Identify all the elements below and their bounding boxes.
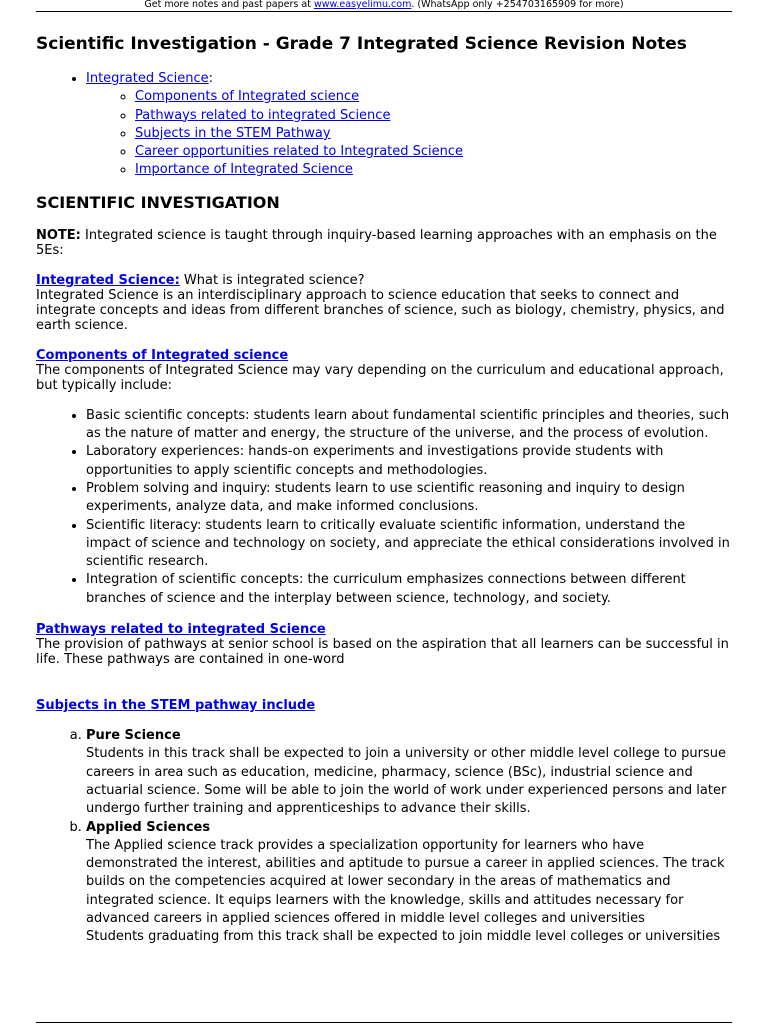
note-text: Integrated science is taught through inquiry-based learning approaches with an emphasis on the 5Es: <box>36 227 717 258</box>
list-item: • Problem solving and inquiry: students learn to use scientific reasoning and inquiry to design experiments, analyze data, and make informed conclusions. <box>86 480 732 517</box>
toc-item <box>135 107 732 125</box>
header-prefix: Get more notes and past papers at <box>144 0 314 10</box>
toc-link-pathways[interactable]: Pathways related to integrated Science <box>135 107 391 123</box>
stem-item-text: Students in this track shall be expected to join a university or other middle level college to pursue careers in area such as education, medicine, pharmacy, science (BSc), industrial science and actuarial science. Some will be able to join the world of work under experienced persons and later undergo further training and apprenticeships to advance their skills. <box>86 746 727 817</box>
stem-item-title: Pure Science <box>86 728 181 744</box>
toc-item <box>135 143 732 161</box>
stem-heading-link[interactable]: Subjects in the STEM pathway include <box>36 698 316 714</box>
list-item: • Scientific literacy: students learn to critically evaluate scientific information, understand the impact of science and technology on society, and appreciate the ethical considerations involved in scientific research. <box>86 517 732 572</box>
footer-rule <box>36 1022 732 1023</box>
list-item: • Basic scientific concepts: students learn about fundamental scientific principles and theories, such as the nature of matter and energy, the structure of the universe, and the process of evolution. <box>86 407 732 444</box>
document-body <box>36 32 732 947</box>
components-list <box>36 407 732 608</box>
toc-sublist <box>86 88 732 179</box>
list-item: • Laboratory experiences: hands-on experiments and investigations provide students with opportunities to apply scientific concepts and methodologies. <box>86 443 732 480</box>
note-paragraph <box>36 228 732 258</box>
integrated-question <box>36 273 732 288</box>
page-title: Scientific Investigation - Grade 7 Integrated Science Revision Notes <box>36 34 687 54</box>
stem-subjects-list <box>36 727 732 947</box>
toc-link-careers[interactable]: Career opportunities related to Integrated Science <box>135 144 464 160</box>
toc-item <box>135 88 732 106</box>
note-label: NOTE: <box>36 227 81 243</box>
header-suffix: . (WhatsApp only +254703165909 for more) <box>411 0 624 10</box>
toc-link-importance[interactable]: Importance of Integrated Science <box>135 162 353 178</box>
page-header <box>36 0 732 12</box>
pathways-heading-link[interactable]: Pathways related to integrated Science <box>36 622 326 638</box>
components-heading-link[interactable]: Components of Integrated science <box>36 347 289 363</box>
header-site-link[interactable]: www.easyelimu.com <box>313 0 412 10</box>
stem-item-applied-sciences <box>86 819 732 947</box>
toc-link-components[interactable]: Components of Integrated science <box>135 89 360 105</box>
pathways-text: The provision of pathways at senior school is based on the aspiration that all learners can be successful in life. These pathways are contained in one-word <box>36 637 729 668</box>
section-heading: SCIENTIFIC INVESTIGATION <box>36 192 280 212</box>
stem-item-title: Applied Sciences <box>86 819 211 835</box>
pathways-heading-line <box>36 622 732 637</box>
stem-heading-line <box>36 698 732 713</box>
components-heading-line <box>36 348 732 363</box>
toc-colon: : <box>208 71 213 86</box>
toc-item <box>135 125 732 143</box>
toc-item <box>135 161 732 179</box>
components-intro: The components of Integrated Science may vary depending on the curriculum and educational approach, but typically include: <box>36 362 724 393</box>
integrated-definition: Integrated Science is an interdisciplinary approach to science education that seeks to connect and integrate concepts and ideas from different branches of science, such as biology, chemistry, physics, and earth science. <box>36 287 725 333</box>
toc-link-stem-subjects[interactable]: Subjects in the STEM Pathway <box>135 125 331 141</box>
table-of-contents <box>36 70 732 180</box>
stem-item-text-2: Students graduating from this track shall be expected to join middle level colleges or universities <box>86 929 721 945</box>
integrated-question-text: What is integrated science? <box>179 272 365 288</box>
stem-item-text: The Applied science track provides a specialization opportunity for learners who have demonstrated the interest, abilities and aptitude to pursue a career in applied sciences. The track builds on the competencies acquired at lower secondary in the areas of mathematics and integrated science. It equips learners with the knowledge, skills and attitudes necessary for advanced careers in applied sciences offered in middle level colleges and universities <box>86 837 725 927</box>
integrated-science-link[interactable]: Integrated Science: <box>36 272 180 288</box>
toc-link-integrated-science[interactable]: Integrated Science <box>86 71 209 86</box>
toc-main-item <box>86 70 732 180</box>
list-item: • Integration of scientific concepts: the curriculum emphasizes connections between different branches of science and the interplay between science, technology, and society. <box>86 571 732 608</box>
stem-item-pure-science <box>86 727 732 818</box>
